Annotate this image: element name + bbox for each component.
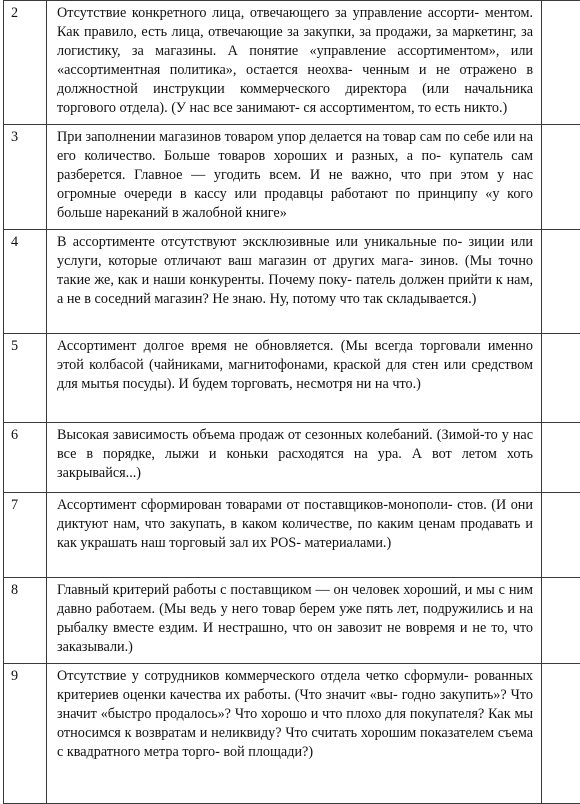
empty-cell: [542, 578, 580, 664]
empty-cell: [542, 334, 580, 423]
row-description: Ассортимент сформирован товарами от поставщиков-монополи- стов. (И они диктуют нам, что закупать, в каком количестве, по каким ценам продавать и как украшать наш торговый зал их POS- материалами.): [47, 493, 542, 578]
empty-cell: [542, 230, 580, 334]
row-number: 3: [4, 125, 47, 230]
row-description: Отсутствие конкретного лица, отвечающего за управление ассорти- ментом. Как правило, есть лица, отвечающие за закупки, за продажи, за маркетинг, за логистику, за магазины. А понятие «управление ассортиментом», или «ассортиментная политика», остается неохва- ченным и не отражено в должностной инструкции коммерческого директора (или начальника торгового отдела). (У нас все занимают- ся ассортиментом, то есть никто.): [47, 1, 542, 125]
row-description: В ассортименте отсутствуют эксклюзивные или уникальные по- зиции или услуги, которые отличают ваш магазин от других мага- зинов. (Мы точно такие же, как и наши конкуренты. Почему поку- патель должен прийти к нам, а не в соседний магазин? Не знаю. Ну, потому что так складывается.): [47, 230, 542, 334]
table-row: [4, 125, 580, 230]
table-row: [4, 578, 580, 664]
table-row: [4, 230, 580, 334]
row-number: 4: [4, 230, 47, 334]
row-description: При заполнении магазинов товаром упор делается на товар сам по себе или на его количество. Больше товаров хороших и разных, а по- купатель сам разберется. Главное — угодить всем. И не важно, что при этом у нас огромные очереди в кассу или продавцы работают по принципу «у кого больше нареканий в жалобной книге»: [47, 125, 542, 230]
row-number: 2: [4, 1, 47, 125]
empty-cell: [542, 664, 580, 804]
table-row: [4, 664, 580, 804]
empty-cell: [542, 1, 580, 125]
empty-cell: [542, 423, 580, 493]
row-number: 6: [4, 423, 47, 493]
row-number: 7: [4, 493, 47, 578]
table-row: [4, 334, 580, 423]
row-number: 8: [4, 578, 47, 664]
row-description: Ассортимент долгое время не обновляется. (Мы всегда торговали именно этой колбасой (чайниками, магнитофонами, краской для стен или средством для мытья посуды). И будем торговать, несмотря ни на что.): [47, 334, 542, 423]
row-description: Отсутствие у сотрудников коммерческого отдела четко сформули- рованных критериев оценки качества их работы. (Что значит «вы- годно закупить»? Что значит «быстро продалось»? Что хорошо и что плохо для покупателя? Как мы относимся к возвратам и неликвиду? Что считать хорошим показателем съема с квадратного метра торго- вой площади?): [47, 664, 542, 804]
row-description: Главный критерий работы с поставщиком — он человек хороший, и мы с ним давно работаем. (Мы ведь у него товар берем уже пять лет, подружились и на рыбалку вместе ездим. И нестрашно, что он завозит не вовремя и не то, что заказывали.): [47, 578, 542, 664]
table-row: [4, 423, 580, 493]
empty-cell: [542, 493, 580, 578]
row-description: Высокая зависимость объема продаж от сезонных колебаний. (Зимой-то у нас все в порядке, лыжи и коньки расходятся на ура. А вот летом хоть закрывайся...): [47, 423, 542, 493]
table-row: [4, 1, 580, 125]
empty-cell: [542, 125, 580, 230]
row-number: 5: [4, 334, 47, 423]
row-number: 9: [4, 664, 47, 804]
table-row: [4, 493, 580, 578]
problems-table: [3, 0, 580, 804]
